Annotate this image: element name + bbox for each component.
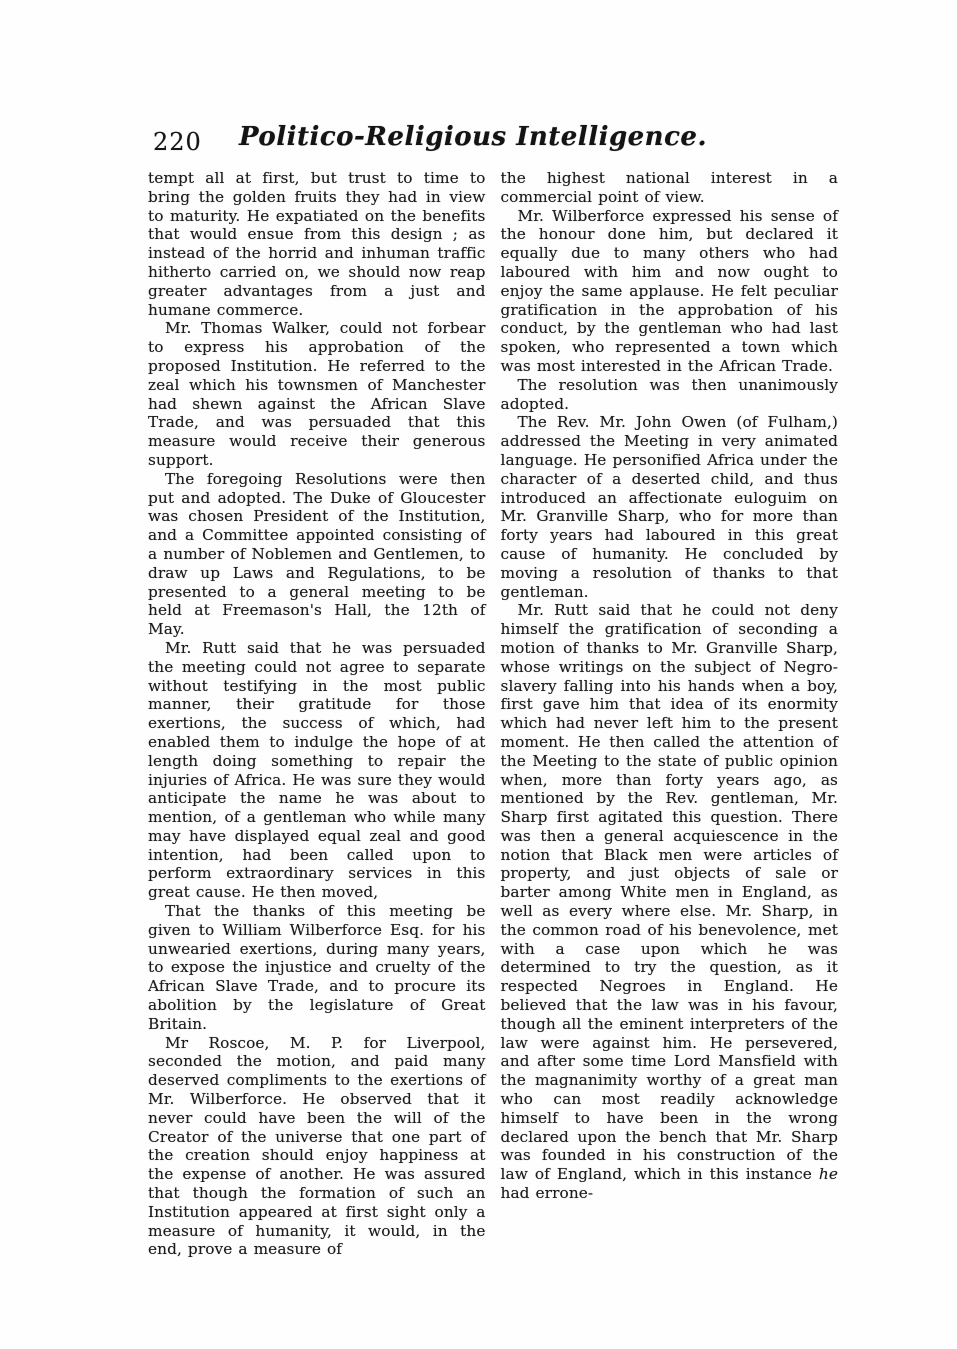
text-run: The Rev. Mr. John Owen (of Fulham,) addressed the Meeting in very animated language. He personified Africa under the character of a deserted child, and thus introduced an affectionate euloguim on Mr. Granville Sharp, who for more than forty years had laboured in this great cause of humanity. He concluded by moving a resolution of thanks to that gentleman. [500,413,838,601]
text-run: That the thanks of this meeting be given to William Wilberforce Esq. for his unwearied exertions, during many years, to expose the injustice and cruelty of the African Slave Trade, and to procure its abolition by the legislature of Great Britain. [148,902,486,1033]
page-header [148,122,838,164]
paragraph [501,207,839,376]
text-run: Mr. Thomas Walker, could not forbear to express his approbation of the proposed Institution. He referred to the zeal which his townsmen of Manchester had shewn against the African Slave Trade, and was persuaded that this measure would receive their generous support. [148,319,486,469]
text-run: The foregoing Resolutions were then put and adopted. The Duke of Gloucester was chosen President of the Institution, and a Committee appointed consisting of a number of Noblemen and Gentlemen, to draw up Laws and Regulations, to be presented to a general meeting to be held at Freemason's Hall, the 12th of May. [148,469,486,639]
text-run: Mr Roscoe, M. P. for Liverpool, seconded the motion, and paid many deserved compliments to the exertions of Mr. Wilberforce. He observed that it never could have been the will of the Creator of the universe that one part of the creation should enjoy happiness at the expense of another. He was assured that though the formation of such an Institution appeared at first sight only a measure of humanity, it would, in the end, prove a measure of [148,1033,486,1259]
text-run: tempt all at first, but trust to time to bring the golden fruits they had in view to maturity. He expatiated on the benefits that would ensue from this design ; as instead of the horrid and inhuman traffic hitherto carried on, we should now reap greater advantages from a just and humane commerce. [148,169,486,319]
paragraph [148,169,486,319]
page-number: 220 [153,128,202,156]
text-run: the highest national interest in a commercial point of view. [500,169,838,206]
text-columns [148,169,838,1259]
paragraph [501,601,839,1203]
paragraph [501,376,839,414]
left-column [148,169,486,1259]
paragraph [148,319,486,469]
text-run: Mr. Rutt said that he was persuaded the meeting could not agree to separate without testifying in the most public manner, their gratitude for those exertions, the success of which, had enabled them to indulge the hope of at length doing something to repair the injuries of Africa. He was sure they would anticipate the name he was about to mention, of a gentleman who while many may have displayed equal zeal and good intention, had been called upon to perform extraordinary services in this great cause. He then moved, [148,638,486,902]
paragraph [148,1034,486,1260]
paragraph [501,413,839,601]
paragraph [501,169,839,207]
right-column [501,169,839,1259]
page-title: Politico-Religious Intelligence. [239,122,707,152]
text-run: The resolution was then unanimously adopted. [500,375,838,413]
text-run: Mr. Rutt said that he could not deny himself the gratification of seconding a motion of thanks to Mr. Granville Sharp, whose writings on the subject of Negro-slavery falling into his hands when a boy, first gave him that idea of its enormity which had never left him to the present moment. He then called the attention of the Meeting to the state of public opinion when, more than forty years ago, as mentioned by the Rev. gentleman, Mr. Sharp first agitated this question. There was then a general acquiescence in the notion that Black men were articles of property, and just objects of sale or barter among White men in England, as well as every where else. Mr. Sharp, in the common road of his benevolence, met with a case upon which he was determined to try the question, as it respected Negroes in England. He believed that the law was in his favour, though all the eminent interpreters of the law were against him. He persevered, and after some time Lord Mansfield with the magnanimity worthy of a great man who can most readily acknowledge himself to have been in the wrong declared upon the bench that Mr. Sharp was founded in his construction of the law of England, which in this instance [500,601,838,1184]
paragraph [148,639,486,902]
paragraph [148,902,486,1034]
italic-text-run: he [818,1165,838,1184]
text-run: had errone- [500,1184,594,1203]
text-run: Mr. Wilberforce expressed his sense of the honour done him, but declared it equally due to many others who had laboured with him and now ought to enjoy the same applause. He felt peculiar gratification in the approbation of his conduct, by the gentleman who had last spoken, who represented a town which was most interested in the African Trade. [500,206,838,375]
paragraph [148,470,486,639]
